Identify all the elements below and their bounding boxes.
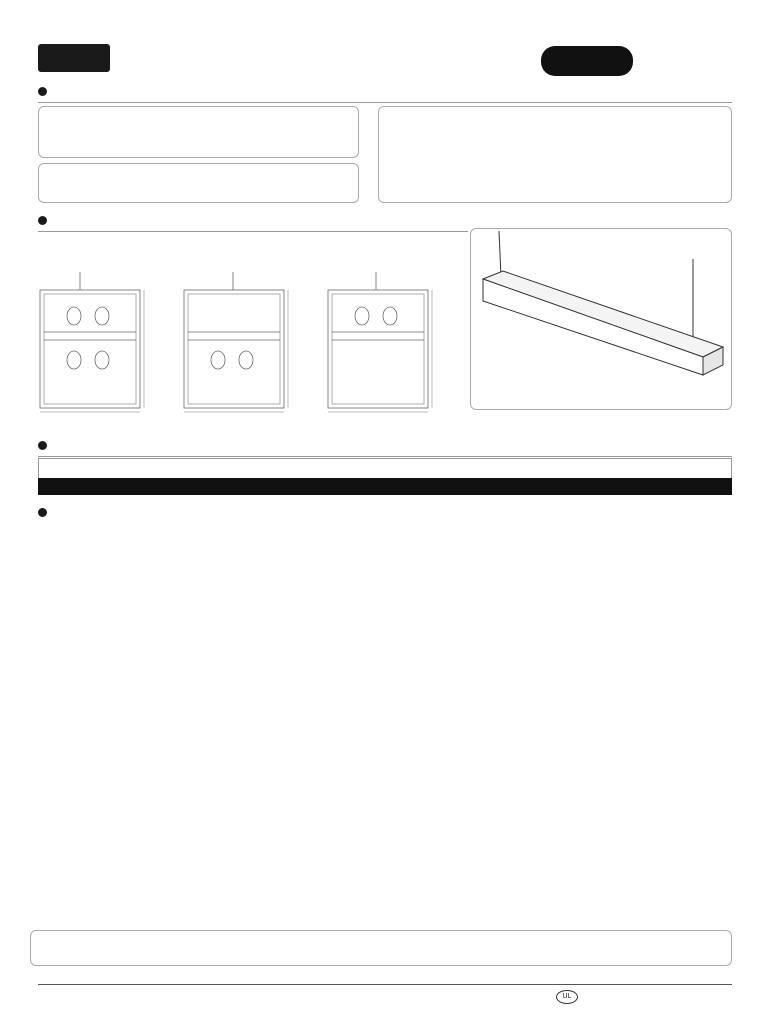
custom-description-field[interactable] bbox=[30, 930, 732, 966]
spec-group-2 bbox=[38, 665, 732, 773]
product-image-frame bbox=[470, 228, 732, 410]
bullet-icon bbox=[38, 87, 47, 96]
spec-group-1 bbox=[38, 527, 732, 655]
ordering-code-grid bbox=[38, 458, 732, 496]
notes-field[interactable] bbox=[378, 106, 732, 203]
bullet-icon bbox=[38, 508, 47, 517]
dimensions-heading bbox=[38, 216, 53, 225]
project-field[interactable] bbox=[38, 106, 359, 158]
project-info-heading bbox=[38, 87, 53, 96]
type-field[interactable] bbox=[38, 163, 359, 203]
ordering-heading bbox=[38, 441, 53, 450]
pendant-illustration bbox=[471, 229, 731, 389]
certification-icon: UL bbox=[556, 990, 578, 1004]
beam3-logo bbox=[38, 44, 110, 72]
specs-heading bbox=[38, 508, 53, 517]
spec-group-3 bbox=[38, 833, 732, 913]
section-drawings bbox=[36, 272, 476, 432]
axis-logo bbox=[541, 46, 633, 76]
bullet-icon bbox=[38, 216, 47, 225]
bullet-icon bbox=[38, 441, 47, 450]
